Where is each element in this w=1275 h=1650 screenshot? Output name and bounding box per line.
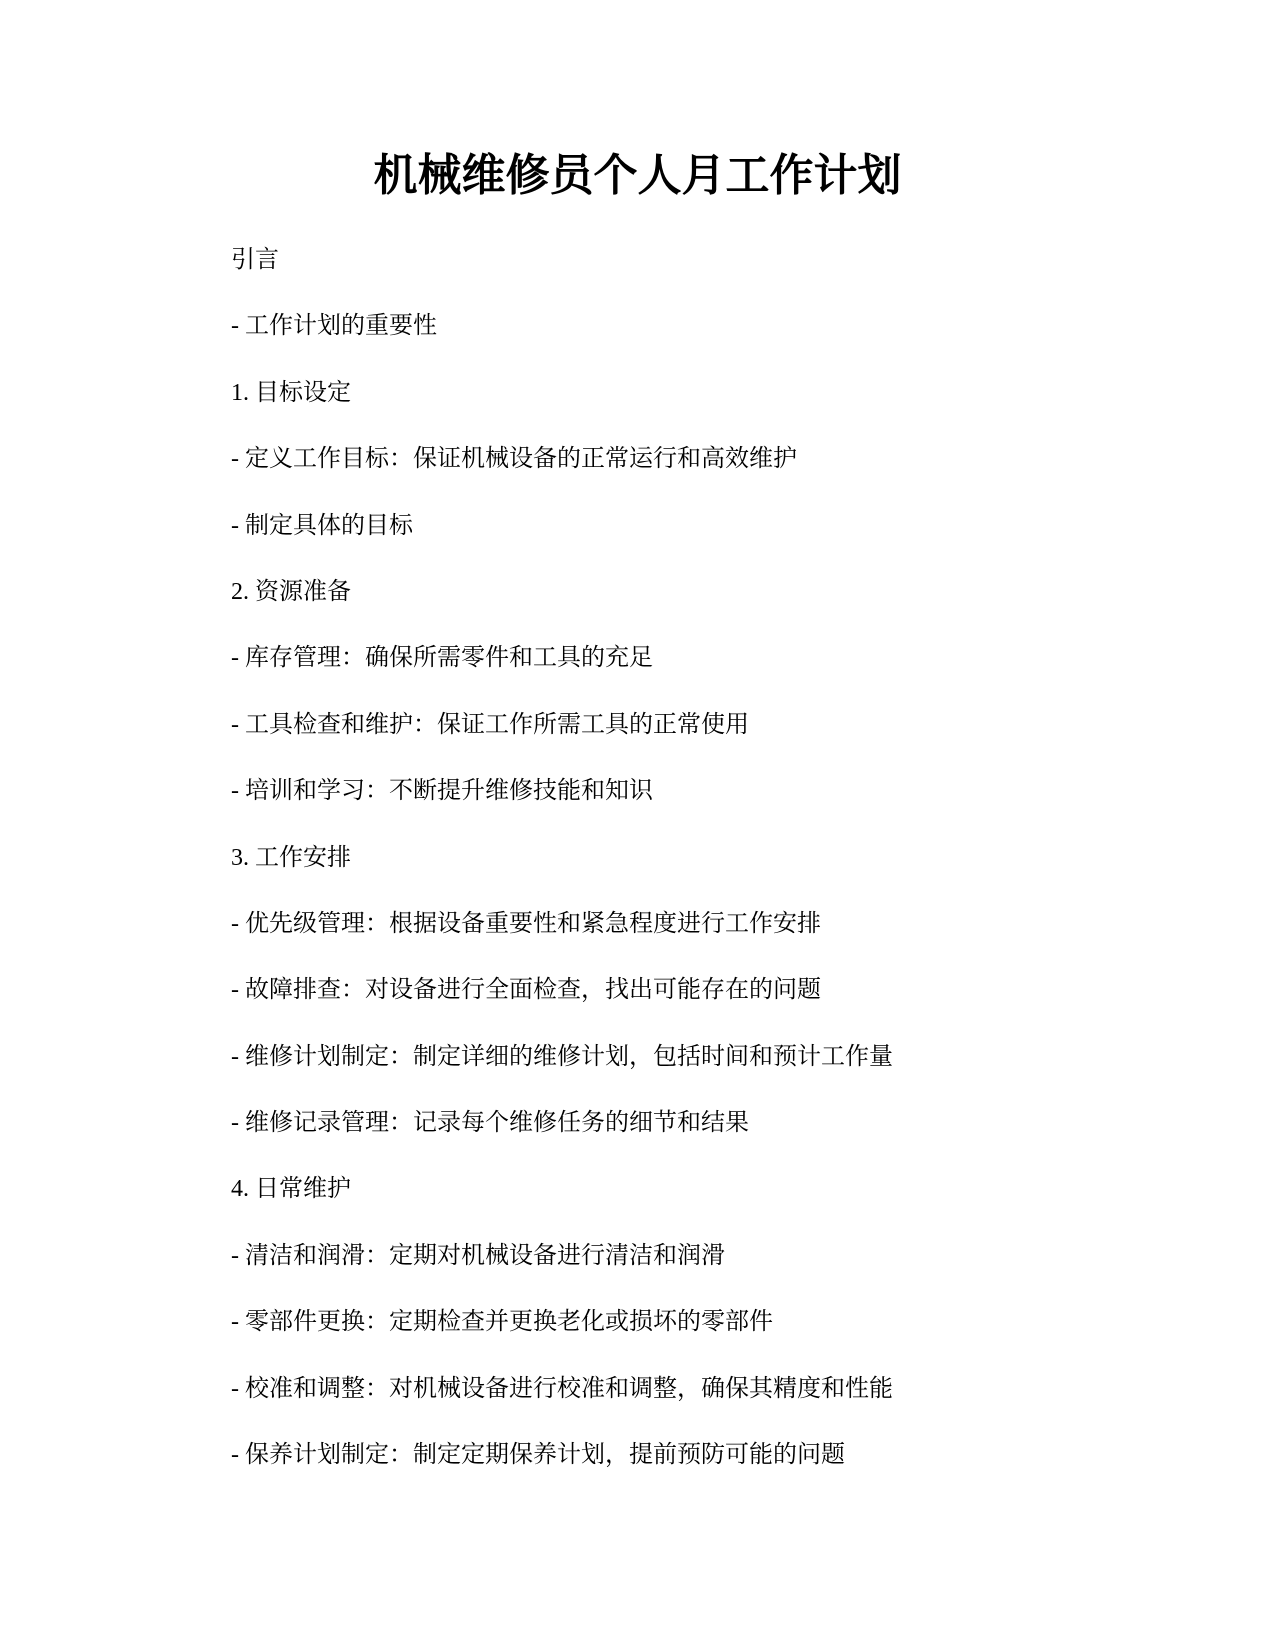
body-line: - 清洁和润滑：定期对机械设备进行清洁和润滑 — [231, 1242, 725, 1269]
body-line: - 工作计划的重要性 — [231, 313, 437, 340]
body-line: - 培训和学习：不断提升维修技能和知识 — [231, 778, 653, 805]
body-line: - 故障排查：对设备进行全面检查，找出可能存在的问题 — [231, 977, 821, 1004]
body-line: - 维修记录管理：记录每个维修任务的细节和结果 — [231, 1110, 749, 1137]
body-line: - 制定具体的目标 — [231, 512, 413, 539]
body-line: - 优先级管理：根据设备重要性和紧急程度进行工作安排 — [231, 910, 821, 937]
body-line: - 库存管理：确保所需零件和工具的充足 — [231, 645, 653, 672]
section-heading: 4. 日常维护 — [231, 1176, 351, 1203]
body-line: - 零部件更换：定期检查并更换老化或损坏的零部件 — [231, 1309, 773, 1336]
body-line: - 定义工作目标：保证机械设备的正常运行和高效维护 — [231, 446, 797, 473]
body-line: - 工具检查和维护：保证工作所需工具的正常使用 — [231, 711, 749, 738]
body-line: - 维修计划制定：制定详细的维修计划，包括时间和预计工作量 — [231, 1043, 893, 1070]
body-line: 引言 — [231, 247, 279, 273]
document-body — [231, 242, 1191, 1503]
document-title: 机械维修员个人月工作计划 — [373, 150, 902, 201]
body-line: - 校准和调整：对机械设备进行校准和调整，确保其精度和性能 — [231, 1375, 893, 1402]
section-heading: 3. 工作安排 — [231, 844, 351, 871]
section-heading: 2. 资源准备 — [231, 578, 351, 605]
body-line: - 保养计划制定：制定定期保养计划，提前预防可能的问题 — [231, 1442, 845, 1469]
section-heading: 1. 目标设定 — [231, 379, 351, 406]
